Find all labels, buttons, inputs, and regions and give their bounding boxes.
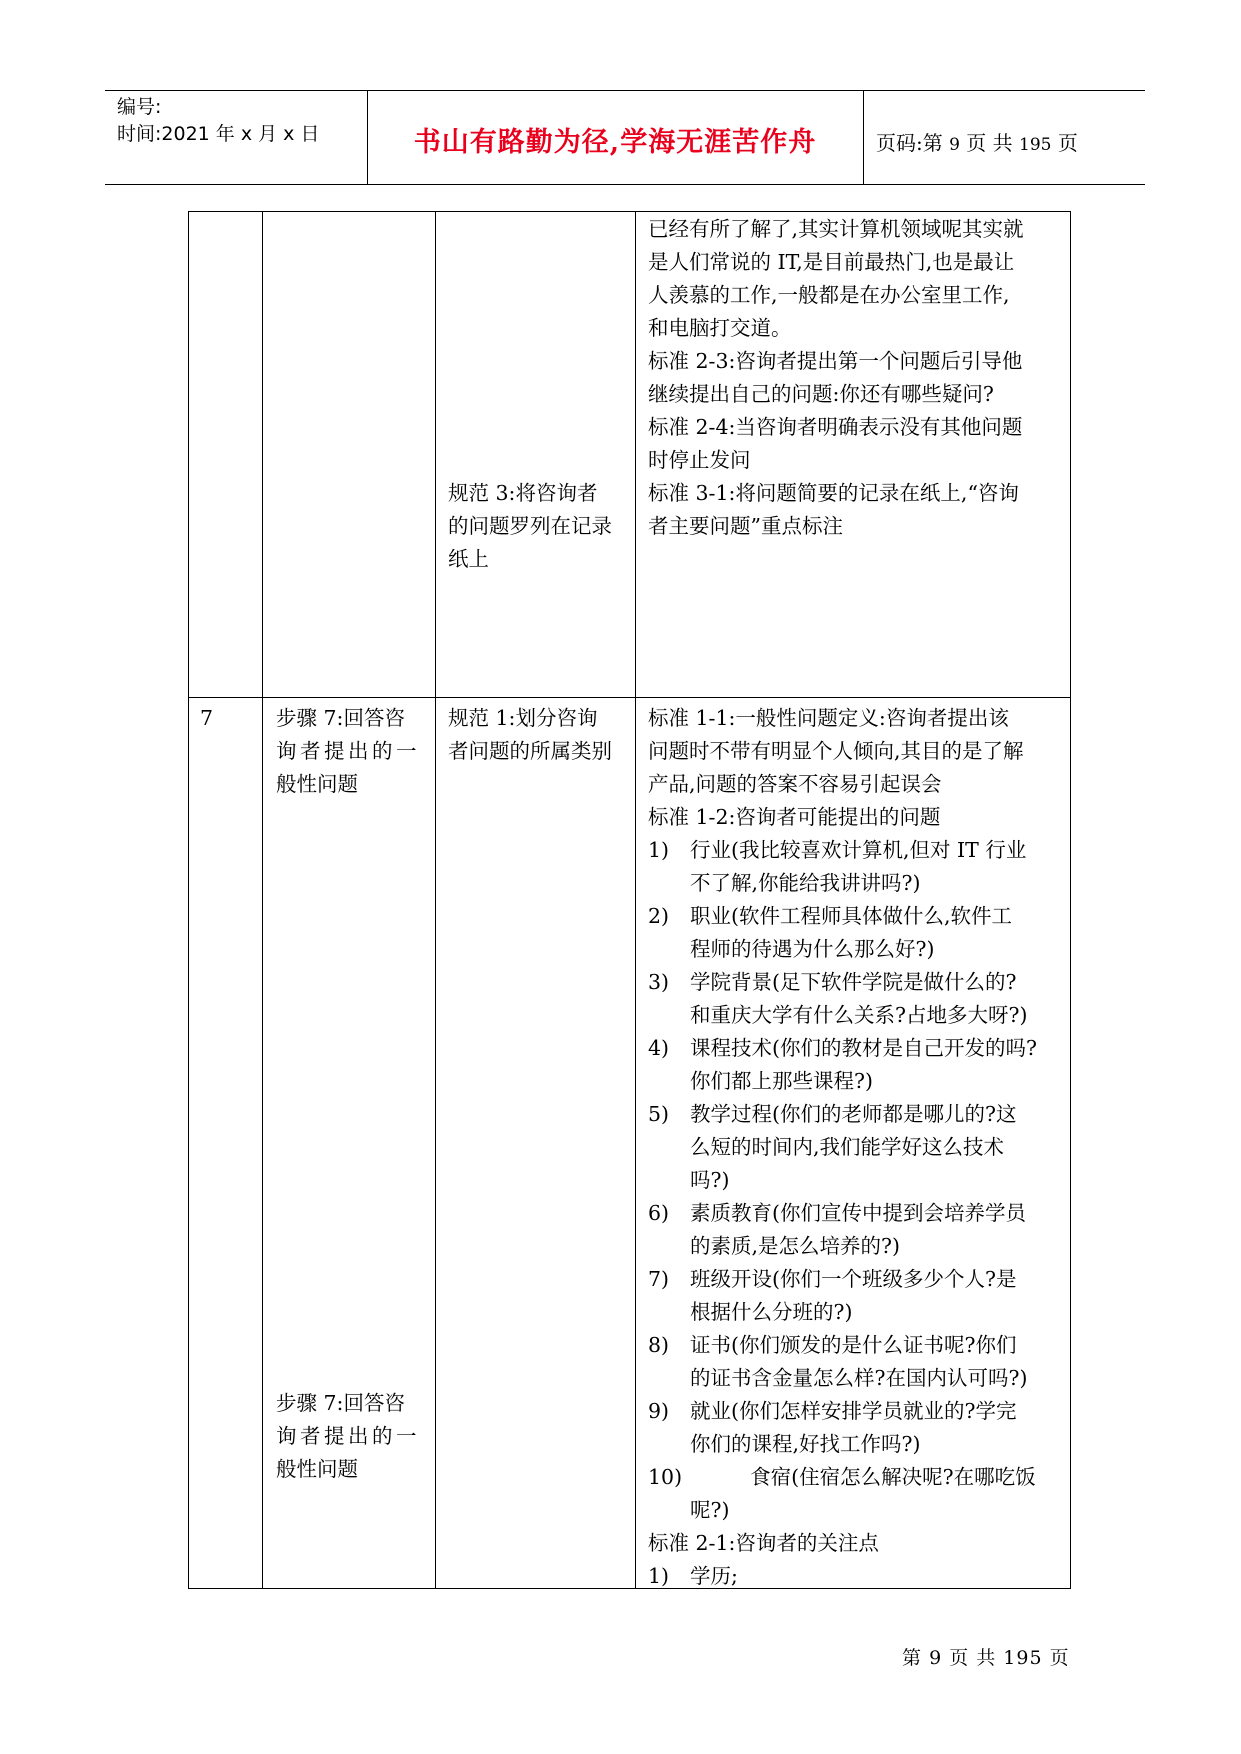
page-number: 9 <box>949 135 960 155</box>
text-line: 者问题的所属类别 <box>448 739 612 763</box>
text-line: 么短的时间内,我们能学好这么技术 <box>690 1135 1005 1159</box>
row-b-standards <box>648 702 1068 1593</box>
text-line: 呢?) <box>690 1498 730 1522</box>
column-divider <box>435 211 436 1589</box>
table-border <box>188 211 1071 212</box>
text-line: 步骤 7:回答咨 <box>276 706 405 730</box>
list-number: 2) <box>648 904 670 928</box>
text-line: 规范 1:划分咨询 <box>448 706 598 730</box>
footer-page-number: 9 <box>929 1647 943 1669</box>
text-line: 和电脑打交道。 <box>648 316 792 340</box>
text-line: 素质教育(你们宣传中提到会培养学员 <box>690 1201 1026 1225</box>
column-divider <box>635 211 636 1589</box>
text-line: 标准 2-1:咨询者的关注点 <box>648 1531 879 1555</box>
text-line: 课程技术(你们的教材是自己开发的吗? <box>690 1036 1037 1060</box>
footer-page-total: 195 <box>1003 1647 1043 1669</box>
text-line: 般性问题 <box>276 1457 358 1481</box>
text-line: 纸上 <box>448 547 489 571</box>
text-line: 般性问题 <box>276 772 358 796</box>
header-page-info <box>876 127 1078 156</box>
list-item <box>648 1263 1068 1329</box>
text-line: 已经有所了解了,其实计算机领域呢其实就 <box>648 217 1024 241</box>
list-item <box>648 966 1068 1032</box>
list-item <box>648 1197 1068 1263</box>
text-line: 学院背景(足下软件学院是做什么的? <box>690 970 1017 994</box>
list-number: 1) <box>648 838 670 862</box>
text-line: 标准 2-4:当咨询者明确表示没有其他问题 <box>648 415 1023 439</box>
row-a-norm <box>448 477 634 576</box>
text-line: 标准 3-1:将问题简要的记录在纸上,“咨询 <box>648 481 1019 505</box>
table-border <box>1070 211 1071 1589</box>
page-suffix: 页 <box>1057 131 1078 155</box>
text-line: 班级开设(你们一个班级多少个人?是 <box>690 1267 1017 1291</box>
text-line: 和重庆大学有什么关系?占地多大呀?) <box>690 1003 1028 1027</box>
text-span: 食宿(住宿怎么解决呢?在哪吃饭 <box>750 1465 1036 1489</box>
text-line: 询者提出的一 <box>276 1424 420 1448</box>
row-a-standards <box>648 213 1068 543</box>
text-line: 问题时不带有明显个人倾向,其目的是了解 <box>648 739 1024 763</box>
list-number: 9) <box>648 1399 670 1423</box>
text-line: 的问题罗列在记录 <box>448 514 612 538</box>
list-number: 10) <box>648 1465 683 1489</box>
footer-suffix: 页 <box>1049 1647 1070 1669</box>
standards-table <box>188 211 1071 1589</box>
text-line: 职业(软件工程师具体做什么,软件工 <box>690 904 1013 928</box>
text-line: 步骤 7:回答咨 <box>276 1391 405 1415</box>
footer-mid: 页 共 <box>949 1647 997 1669</box>
list-number: 4) <box>648 1036 670 1060</box>
list-number: 1) <box>648 1564 670 1588</box>
time-label: 时间:2021 年 x 月 x 日 <box>117 123 320 145</box>
list-item <box>648 1098 1068 1197</box>
header-meta <box>117 94 319 148</box>
row-divider <box>188 697 1071 698</box>
text-line: 你们都上那些课程?) <box>690 1069 873 1093</box>
text-line: 证书(你们颁发的是什么证书呢?你们 <box>690 1333 1017 1357</box>
list-number: 5) <box>648 1102 670 1126</box>
text-line: 标准 1-1:一般性问题定义:咨询者提出该 <box>648 706 1009 730</box>
page-header <box>105 90 1145 185</box>
table-border <box>188 211 189 1589</box>
text-line: 不了解,你能给我讲讲吗?) <box>690 871 921 895</box>
text-line: 者主要问题”重点标注 <box>648 514 843 538</box>
page-total: 195 <box>1019 135 1052 155</box>
text-line: 询者提出的一 <box>276 739 420 763</box>
row-b-step <box>276 702 434 801</box>
text-line: 规范 3:将咨询者 <box>448 481 598 505</box>
list-item <box>648 1032 1068 1098</box>
text-line: 行业(我比较喜欢计算机,但对 IT 行业 <box>690 838 1027 862</box>
list-number: 7) <box>648 1267 670 1291</box>
text-line: 产品,问题的答案不容易引起误会 <box>648 772 942 796</box>
motto: 书山有路勤为径,学海无涯苦作舟 <box>413 127 817 158</box>
row-b-step-repeat <box>276 1387 434 1486</box>
text-line <box>648 1461 1068 1494</box>
text-line: 就业(你们怎样安排学员就业的?学完 <box>690 1399 1017 1423</box>
list-item <box>648 1329 1068 1395</box>
header-divider <box>863 91 864 184</box>
text-line: 继续提出自己的问题:你还有哪些疑问? <box>648 382 994 406</box>
list-number: 6) <box>648 1201 670 1225</box>
text-line: 教学过程(你们的老师都是哪儿的?这 <box>690 1102 1017 1126</box>
text-line: 的素质,是怎么培养的?) <box>690 1234 901 1258</box>
list-item <box>648 834 1068 900</box>
page-mid: 页 共 <box>966 131 1013 155</box>
text-line: 人羡慕的工作,一般都是在办公室里工作, <box>648 283 1010 307</box>
list-item <box>648 1395 1068 1461</box>
text-line: 标准 1-2:咨询者可能提出的问题 <box>648 805 941 829</box>
list-item <box>648 900 1068 966</box>
page-footer <box>902 1643 1070 1670</box>
list-number: 8) <box>648 1333 670 1357</box>
list-item <box>648 1461 1068 1527</box>
page-prefix: 页码:第 <box>876 131 943 155</box>
row-b-norm <box>448 702 634 768</box>
row-b-number: 7 <box>200 706 214 730</box>
text-line: 标准 2-3:咨询者提出第一个问题后引导他 <box>648 349 1023 373</box>
text-line: 根据什么分班的?) <box>690 1300 853 1324</box>
footer-prefix: 第 <box>902 1647 923 1669</box>
text-line: 你们的课程,好找工作吗?) <box>690 1432 921 1456</box>
text-line: 程师的待遇为什么那么好?) <box>690 937 935 961</box>
text-line: 是人们常说的 IT,是目前最热门,也是最让 <box>648 250 1015 274</box>
column-divider <box>262 211 263 1589</box>
list-item <box>648 1560 1068 1593</box>
text-line: 时停止发问 <box>648 448 751 472</box>
text-line: 学历; <box>690 1564 738 1588</box>
text-line: 的证书含金量怎么样?在国内认可吗?) <box>690 1366 1028 1390</box>
text-line: 吗?) <box>690 1168 730 1192</box>
serial-label: 编号: <box>117 96 162 118</box>
list-number: 3) <box>648 970 670 994</box>
